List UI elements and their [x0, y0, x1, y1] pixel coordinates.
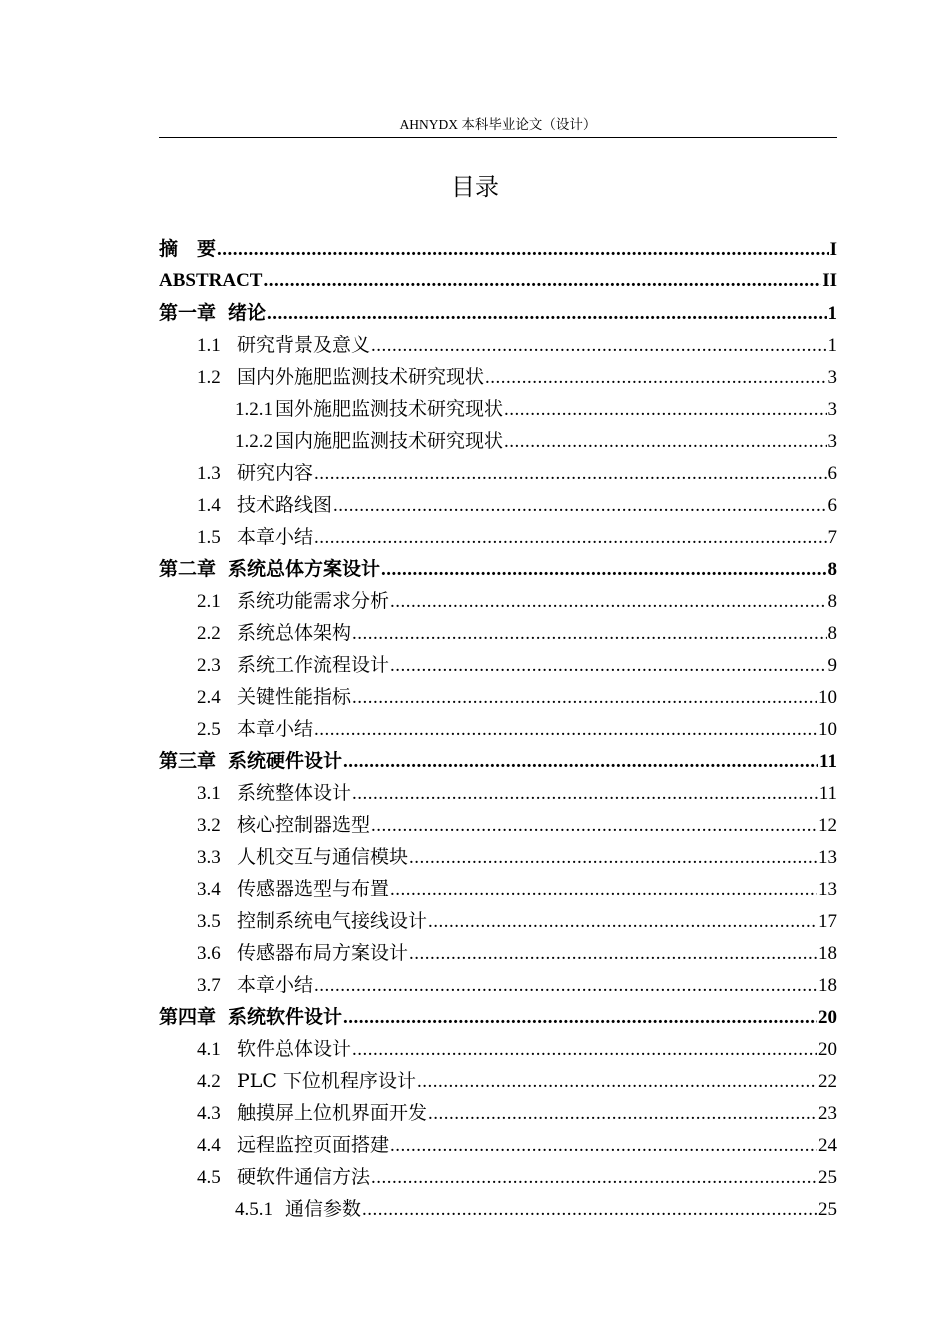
toc-entry-page: 3 — [827, 431, 837, 452]
toc-entry-page: 13 — [818, 879, 837, 900]
toc-entry-number: 1.1 — [197, 335, 221, 356]
page-header: AHNYDX 本科毕业论文（设计） — [399, 117, 597, 132]
toc-dot-leader — [390, 874, 817, 906]
toc-entry-number: 2.5 — [197, 719, 221, 740]
toc-entry-number: 3.4 — [197, 879, 221, 900]
toc-entry-page: 8 — [827, 623, 837, 644]
toc-entry-number: 1.2 — [197, 367, 221, 388]
toc-entry-number: 1.4 — [197, 495, 221, 516]
toc-entry-label: 国内施肥监测技术研究现状 — [275, 430, 504, 452]
toc-entry[interactable] — [159, 521, 837, 553]
toc-entry[interactable] — [159, 553, 837, 585]
toc-dot-leader — [485, 362, 826, 394]
toc-entry-label: 本章小结 — [237, 974, 314, 996]
toc-entry-page: 8 — [827, 559, 837, 580]
toc-entry[interactable] — [159, 457, 837, 489]
toc-entry-number: 4.5 — [197, 1167, 221, 1188]
toc-entry[interactable] — [159, 1193, 837, 1225]
toc-entry[interactable] — [159, 393, 837, 425]
toc-entry-number: 3.2 — [197, 815, 221, 836]
toc-entry-label: 传感器布局方案设计 — [237, 942, 409, 964]
toc-entry-label: 本章小结 — [237, 526, 314, 548]
toc-entry-page: 25 — [818, 1199, 837, 1220]
toc-entry-label: 研究内容 — [237, 462, 314, 484]
toc-dot-leader — [390, 650, 826, 682]
page-title: 目录 — [451, 173, 499, 201]
toc-entry-page: 9 — [827, 655, 837, 676]
toc-entry-label: 系统功能需求分析 — [237, 590, 390, 612]
toc-entry-number: 4.2 — [197, 1071, 221, 1092]
toc-entry-label: 国外施肥监测技术研究现状 — [275, 398, 504, 420]
toc-entry[interactable] — [159, 1161, 837, 1193]
toc-entry-page: 20 — [818, 1039, 837, 1060]
toc-entry-number: 第一章 — [159, 303, 217, 324]
toc-entry-label: 硬软件通信方法 — [237, 1166, 371, 1188]
toc-entry-number: 2.2 — [197, 623, 221, 644]
toc-entry-page: 11 — [818, 783, 837, 804]
toc-dot-leader — [267, 298, 826, 330]
toc-entry-label: 国内外施肥监测技术研究现状 — [237, 366, 485, 388]
toc-dot-leader — [428, 906, 817, 938]
toc-dot-leader — [314, 458, 826, 490]
toc-dot-leader — [409, 938, 817, 970]
toc-entry-page: 8 — [827, 591, 837, 612]
toc-entry[interactable] — [159, 873, 837, 905]
toc-entry-label: 系统软件设计 — [228, 1006, 343, 1028]
toc-entry[interactable] — [159, 329, 837, 361]
toc-entry[interactable] — [159, 809, 837, 841]
toc-entry[interactable] — [159, 265, 837, 297]
toc-entry[interactable] — [159, 713, 837, 745]
toc-entry[interactable] — [159, 233, 837, 265]
toc-entry-label: 绪论 — [228, 302, 267, 324]
toc-entry-number: 第三章 — [159, 751, 217, 772]
toc-entry-label: 技术路线图 — [237, 494, 333, 516]
toc-entry-label: 远程监控页面搭建 — [237, 1134, 390, 1156]
toc-entry-page: 18 — [818, 943, 837, 964]
toc-entry-page: 18 — [818, 975, 837, 996]
toc-dot-leader — [381, 554, 826, 586]
toc-entry-number: 3.1 — [197, 783, 221, 804]
toc-dot-leader — [343, 746, 818, 778]
toc-entry-page: 20 — [818, 1007, 837, 1028]
toc-entry[interactable] — [159, 1129, 837, 1161]
toc-dot-leader — [263, 265, 821, 297]
toc-entry-label: 系统硬件设计 — [228, 750, 343, 772]
toc-entry-page: 17 — [818, 911, 837, 932]
toc-entry-number: 3.7 — [197, 975, 221, 996]
toc-entry-page: 10 — [818, 687, 837, 708]
table-of-contents — [159, 233, 837, 1225]
toc-dot-leader — [371, 330, 826, 362]
toc-entry-label: 摘 要 — [159, 238, 217, 260]
toc-entry-label: 系统工作流程设计 — [237, 654, 390, 676]
toc-entry-label: 通信参数 — [285, 1198, 362, 1220]
toc-entry-page: 22 — [818, 1071, 837, 1092]
toc-entry-page: 6 — [827, 495, 837, 516]
toc-entry-number: 3.3 — [197, 847, 221, 868]
toc-entry-page: II — [822, 270, 837, 291]
toc-entry-number: 4.4 — [197, 1135, 221, 1156]
toc-entry[interactable] — [159, 777, 837, 809]
toc-dot-leader — [333, 490, 826, 522]
toc-entry-label: 关键性能指标 — [237, 686, 352, 708]
toc-entry-label: 触摸屏上位机界面开发 — [237, 1102, 428, 1124]
toc-entry-label: ABSTRACT — [159, 270, 263, 291]
toc-dot-leader — [390, 586, 826, 618]
toc-dot-leader — [314, 522, 826, 554]
toc-dot-leader — [314, 970, 817, 1002]
toc-dot-leader — [352, 618, 826, 650]
toc-dot-leader — [352, 778, 818, 810]
toc-entry-number: 4.3 — [197, 1103, 221, 1124]
toc-entry-number: 1.3 — [197, 463, 221, 484]
toc-dot-leader — [409, 842, 817, 874]
toc-entry[interactable] — [159, 937, 837, 969]
header-rule — [159, 137, 837, 138]
toc-dot-leader — [352, 682, 817, 714]
toc-entry-number: 3.6 — [197, 943, 221, 964]
toc-entry-page: 1 — [827, 303, 837, 324]
toc-entry[interactable] — [159, 1033, 837, 1065]
toc-dot-leader — [428, 1098, 817, 1130]
toc-entry-page: 25 — [818, 1167, 837, 1188]
toc-entry-number: 2.1 — [197, 591, 221, 612]
toc-entry-label: 本章小结 — [237, 718, 314, 740]
toc-entry-page: 3 — [827, 367, 837, 388]
toc-entry-page: 11 — [819, 751, 837, 772]
toc-dot-leader — [217, 234, 829, 266]
toc-entry[interactable] — [159, 841, 837, 873]
toc-entry[interactable] — [159, 297, 837, 329]
toc-entry-label: 核心控制器选型 — [237, 814, 371, 836]
toc-entry[interactable] — [159, 969, 837, 1001]
toc-entry-page: 10 — [818, 719, 837, 740]
toc-entry-number: 4.1 — [197, 1039, 221, 1060]
toc-entry[interactable] — [159, 585, 837, 617]
toc-entry[interactable] — [159, 745, 837, 777]
toc-dot-leader — [352, 1034, 817, 1066]
toc-entry-page: 23 — [818, 1103, 837, 1124]
toc-dot-leader — [314, 714, 817, 746]
toc-dot-leader — [417, 1066, 817, 1098]
toc-entry-number: 2.4 — [197, 687, 221, 708]
toc-entry-page: 12 — [818, 815, 837, 836]
toc-dot-leader — [371, 810, 817, 842]
toc-entry-number: 第二章 — [159, 559, 217, 580]
toc-entry-label: PLC 下位机程序设计 — [237, 1070, 416, 1092]
toc-entry-number: 1.5 — [197, 527, 221, 548]
toc-entry[interactable] — [159, 617, 837, 649]
toc-entry-number: 1.2.1 — [235, 399, 273, 420]
toc-entry[interactable] — [159, 905, 837, 937]
toc-entry[interactable] — [159, 361, 837, 393]
toc-entry-page: 3 — [827, 399, 837, 420]
toc-entry[interactable] — [159, 649, 837, 681]
toc-entry-label: 软件总体设计 — [237, 1038, 352, 1060]
toc-entry-page: 7 — [827, 527, 837, 548]
toc-entry-page: I — [829, 239, 837, 260]
toc-entry-page: 13 — [818, 847, 837, 868]
toc-dot-leader — [504, 426, 826, 458]
toc-entry-label: 控制系统电气接线设计 — [237, 910, 428, 932]
toc-entry-label: 系统总体方案设计 — [228, 558, 381, 580]
toc-entry-number: 1.2.2 — [235, 431, 273, 452]
toc-entry-number: 2.3 — [197, 655, 221, 676]
toc-entry-label: 研究背景及意义 — [237, 334, 371, 356]
toc-entry-number: 3.5 — [197, 911, 221, 932]
toc-entry-number: 4.5.1 — [235, 1199, 273, 1220]
toc-entry-number: 第四章 — [159, 1007, 217, 1028]
toc-entry-label: 人机交互与通信模块 — [237, 846, 409, 868]
toc-dot-leader — [390, 1130, 817, 1162]
toc-dot-leader — [343, 1002, 817, 1034]
toc-entry[interactable] — [159, 1097, 837, 1129]
toc-entry-label: 系统整体设计 — [237, 782, 352, 804]
toc-dot-leader — [371, 1162, 817, 1194]
toc-entry[interactable] — [159, 425, 837, 457]
toc-entry-page: 1 — [827, 335, 837, 356]
toc-entry[interactable] — [159, 681, 837, 713]
toc-entry-label: 系统总体架构 — [237, 622, 352, 644]
toc-entry[interactable] — [159, 1001, 837, 1033]
toc-entry-page: 6 — [827, 463, 837, 484]
toc-entry-label: 传感器选型与布置 — [237, 878, 390, 900]
toc-dot-leader — [362, 1194, 817, 1226]
toc-entry[interactable] — [159, 489, 837, 521]
toc-entry[interactable] — [159, 1065, 837, 1097]
toc-entry-page: 24 — [818, 1135, 837, 1156]
toc-dot-leader — [504, 394, 826, 426]
